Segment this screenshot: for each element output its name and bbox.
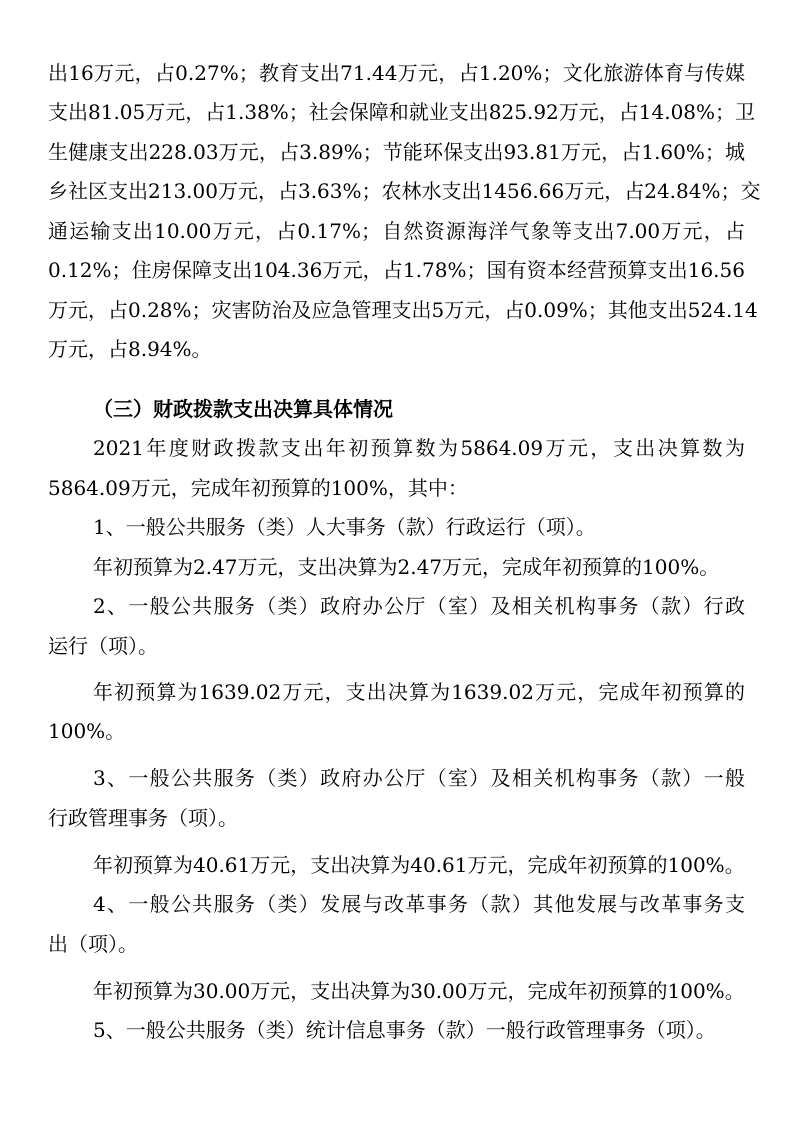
body-line: 2021年度财政拨款支出年初预算数为5864.09万元，支出决算数为 [93,436,745,460]
body-line: 通运输支出10.00万元，占0.17%；自然资源海洋气象等支出7.00万元，占 [48,219,745,243]
body-line: 0.12%；住房保障支出104.36万元，占1.78%；国有资本经营预算支出16.56 [48,258,745,282]
section-heading: （三）财政拨款支出决算具体情况 [93,397,393,421]
body-line: 万元，占8.94%。 [48,337,212,361]
body-line: 支出81.05万元，占1.38%；社会保障和就业支出825.92万元，占14.08%；卫 [48,100,756,124]
item-title: 2、一般公共服务（类）政府办公厅（室）及相关机构事务（款）行政 [93,594,745,618]
item-detail-cont: 100%。 [48,719,126,743]
body-line: 万元，占0.28%；灾害防治及应急管理支出5万元，占0.09%；其他支出524.14 [48,298,758,322]
body-line: 生健康支出228.03万元，占3.89%；节能环保支出93.81万元，占1.60%；城 [48,140,745,164]
item-title: 3、一般公共服务（类）政府办公厅（室）及相关机构事务（款）一般 [93,766,745,790]
body-line: 5864.09万元，完成年初预算的100%，其中： [48,476,468,500]
item-title-cont: 出（项）。 [48,932,138,956]
item-detail: 年初预算为1639.02万元，支出决算为1639.02万元，完成年初预算的 [93,680,745,704]
item-title-cont: 行政管理事务（项）。 [48,806,238,830]
body-line: 乡社区支出213.00万元，占3.63%；农林水支出1456.66万元，占24.84%；交 [48,179,761,203]
item-title: 1、一般公共服务（类）人大事务（款）行政运行（项）。 [93,515,596,539]
item-detail: 年初预算为40.61万元，支出决算为40.61万元，完成年初预算的100%。 [93,853,745,877]
item-detail: 年初预算为30.00万元，支出决算为30.00万元，完成年初预算的100%。 [93,979,745,1003]
item-title: 5、一般公共服务（类）统计信息事务（款）一般行政管理事务（项）。 [93,1018,716,1042]
item-title-cont: 运行（项）。 [48,634,158,658]
item-title: 4、一般公共服务（类）发展与改革事务（款）其他发展与改革事务支 [93,892,745,916]
item-detail: 年初预算为2.47万元，支出决算为2.47万元，完成年初预算的100%。 [93,555,720,579]
body-line: 出16万元，占0.27%；教育支出71.44万元，占1.20%；文化旅游体育与传媒 [48,61,745,85]
